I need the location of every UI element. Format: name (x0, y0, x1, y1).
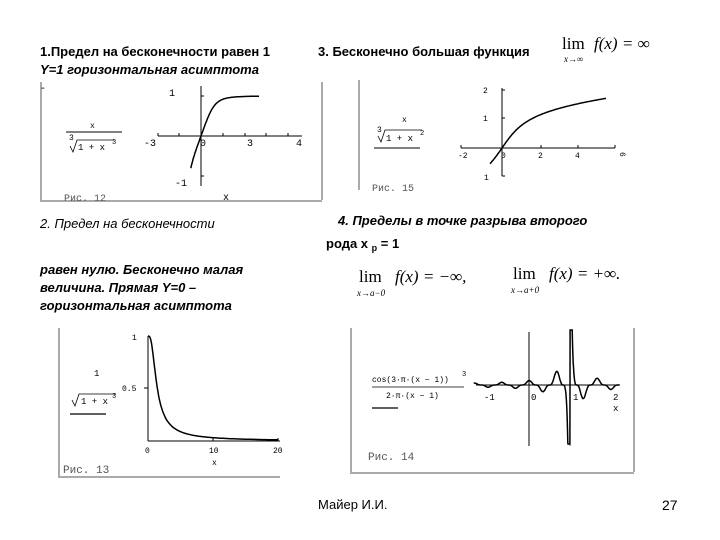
heading-4-suffix: = 1 (377, 236, 400, 251)
x-tick-minus-1: -1 (484, 393, 495, 403)
heading-4-line-2 (326, 236, 399, 256)
y-tick-minus-1: 1 (484, 174, 489, 183)
x-axis-label: x (212, 459, 217, 468)
x-tick-6: 6 (617, 152, 626, 157)
x-tick-2: 2 (538, 152, 543, 161)
curve (490, 98, 606, 163)
limit-subscript: x→a−0 (357, 288, 386, 298)
numerator: 1 (94, 369, 100, 379)
heading-1-line-1: 1.Предел на бесконечности равен 1 (40, 44, 271, 59)
radicand-power: 2 (420, 130, 425, 138)
right-limit-formula (511, 260, 641, 296)
y-tick-1: 1 (169, 89, 176, 100)
figure-15 (358, 80, 628, 192)
limit-body: f(x) = −∞, (395, 267, 467, 286)
heading-2-line-3: величина. Прямая Y=0 – (40, 280, 197, 295)
heading-2-line-4: горизонтальная асимптота (40, 298, 232, 313)
radicand: 1 + x (78, 143, 106, 153)
lim-word: lim (513, 264, 536, 283)
x-tick-0: 0 (531, 393, 537, 403)
radicand-power: 3 (112, 393, 117, 401)
limit-subscript: x→∞ (564, 54, 584, 64)
x-tick-minus-2: -2 (458, 152, 468, 161)
x-tick-20: 20 (273, 447, 283, 456)
y-tick-0-5: 0.5 (122, 385, 137, 394)
footer-author: Майер И.И. (318, 497, 388, 512)
y-tick-minus-1: -1 (175, 179, 188, 190)
figure-caption: Рис. 14 (368, 452, 415, 464)
limit-body: f(x) = +∞. (549, 264, 621, 283)
page-number: 27 (662, 497, 678, 513)
x-tick-3: 3 (247, 139, 254, 150)
y-tick-2: 2 (483, 87, 488, 96)
infinity-limit-formula (562, 34, 682, 68)
x-tick-2: 2 (613, 393, 619, 403)
numerator: x (90, 122, 95, 131)
heading-4-line-1: 4. Пределы в точке разрыва второго (338, 213, 588, 228)
x-axis-label: x (613, 404, 619, 414)
heading-2-line-2: равен нулю. Бесконечно малая (40, 262, 244, 277)
figure-caption: Рис. 12 (64, 194, 107, 202)
limit-subscript: x→a+0 (511, 285, 540, 295)
x-axis-label: x (223, 193, 230, 202)
left-limit-formula (357, 263, 497, 299)
numerator: x (402, 116, 407, 125)
x-tick-4: 4 (575, 152, 580, 161)
x-tick-0: 0 (145, 447, 150, 456)
x-tick-1: 1 (573, 393, 579, 403)
y-tick-1: 1 (132, 334, 137, 343)
x-tick-0: 0 (501, 152, 506, 161)
radicand: 1 + x (81, 397, 109, 407)
figure-caption: Рис. 15 (372, 184, 415, 192)
radicand: 1 + x (386, 134, 414, 144)
curve (474, 330, 620, 444)
lim-word: lim (359, 267, 382, 286)
x-tick-10: 10 (209, 447, 219, 456)
heading-1-line-2: Y=1 горизонтальная асимптота (40, 62, 259, 77)
denominator: 2·π·(x − 1) (386, 392, 439, 401)
y-tick-1: 1 (483, 115, 488, 124)
heading-4-subscript: p (371, 243, 378, 253)
figure-14 (350, 328, 636, 474)
figure-12 (40, 82, 330, 202)
heading-2-line-1: 2. Предел на бесконечности (40, 216, 215, 231)
x-tick-minus-3: -3 (144, 139, 157, 150)
root-index: 3 (69, 134, 74, 143)
heading-3: 3. Бесконечно большая функция (318, 44, 530, 59)
curve (148, 336, 278, 440)
numerator: cos(3·π·(x − 1)) (372, 376, 449, 385)
x-tick-4: 4 (296, 139, 303, 150)
radicand-power: 3 (112, 139, 117, 147)
x-tick-0: 0 (200, 139, 207, 150)
root-index: 3 (377, 126, 382, 135)
figure-caption: Рис. 13 (63, 465, 110, 477)
heading-4-prefix: рода x (326, 236, 369, 251)
numerator-power: 3 (462, 371, 467, 379)
lim-word: lim (562, 34, 585, 53)
limit-body: f(x) = ∞ (594, 34, 650, 53)
figure-13 (58, 328, 292, 478)
left-tick: - (40, 84, 47, 95)
